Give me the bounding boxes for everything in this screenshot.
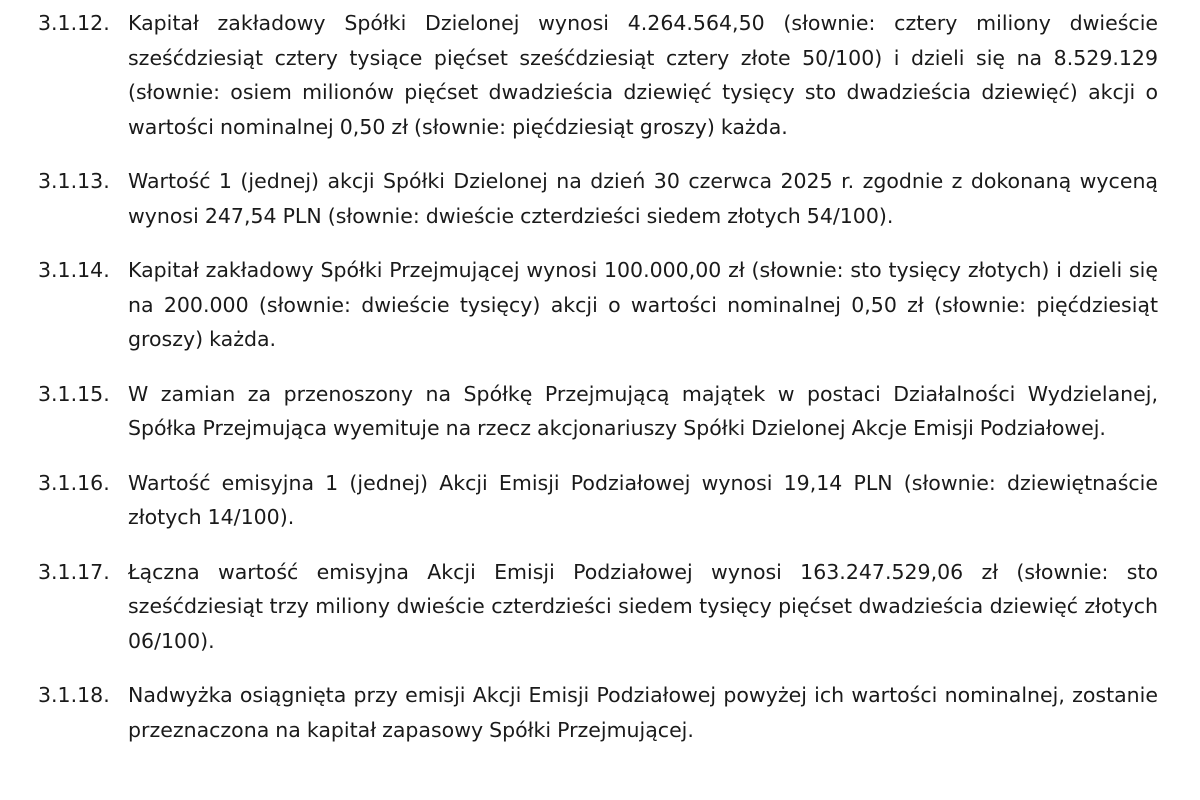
clause-3-1-14: [38, 253, 1158, 357]
clause-text: Łączna wartość emisyjna Akcji Emisji Podziałowej wynosi 163.247.529,06 zł (słownie: sto sześćdziesiąt trzy miliony dwieście czterdzieści siedem tysięcy pięćset dwadzieścia dziewięć złotych 06/100).: [128, 559, 1158, 653]
clause-3-1-18: [38, 678, 1158, 747]
clause-number: 3.1.12.: [38, 11, 110, 35]
clause-text: Wartość 1 (jednej) akcji Spółki Dzielonej na dzień 30 czerwca 2025 r. zgodnie z dokonaną wyceną wynosi 247,54 PLN (słownie: dwieście czterdzieści siedem złotych 54/100).: [128, 169, 1158, 228]
clause-text: W zamian za przenoszony na Spółkę Przejmującą majątek w postaci Działalności Wydzielanej, Spółka Przejmująca wyemituje na rzecz akcjonariuszy Spółki Dzielonej Akcje Emisji Podziałowej.: [128, 381, 1158, 440]
clause-number: 3.1.17.: [38, 559, 110, 584]
clause-number: 3.1.13.: [38, 169, 110, 193]
clause-text: Kapitał zakładowy Spółki Przejmującej wynosi 100.000,00 zł (słownie: sto tysięcy złotych) i dzieli się na 200.000 (słownie: dwieście tysięcy) akcji o wartości nominalnej 0,50 zł (słownie: pięćdziesiąt groszy) każda.: [128, 258, 1158, 351]
clause-3-1-12: [38, 6, 1158, 144]
clause-number: 3.1.15.: [38, 381, 110, 406]
clause-3-1-16: [38, 466, 1158, 535]
clause-text: Kapitał zakładowy Spółki Dzielonej wynosi 4.264.564,50 (słownie: cztery miliony dwieście sześćdziesiąt cztery tysiące pięćset sześćdziesiąt cztery złote 50/100) i dzieli się na 8.529.129 (słownie: osiem milionów pięćset dwadzieścia dziewięć tysięcy sto dwadzieścia dziewięć) akcji o wartości nominalnej 0,50 zł (słownie: pięćdziesiąt groszy) każda.: [128, 11, 1158, 139]
clause-3-1-15: [38, 377, 1158, 446]
clause-3-1-17: [38, 555, 1158, 659]
clause-number: 3.1.16.: [38, 470, 110, 495]
clause-3-1-13: [38, 164, 1158, 233]
clause-number: 3.1.18.: [38, 683, 110, 707]
clause-number: 3.1.14.: [38, 258, 110, 282]
document-body: [38, 6, 1158, 747]
clause-text: Wartość emisyjna 1 (jednej) Akcji Emisji Podziałowej wynosi 19,14 PLN (słownie: dziewiętnaście złotych 14/100).: [128, 470, 1158, 529]
clause-text: Nadwyżka osiągnięta przy emisji Akcji Emisji Podziałowej powyżej ich wartości nominalnej, zostanie przeznaczona na kapitał zapasowy Spółki Przejmującej.: [128, 683, 1158, 742]
